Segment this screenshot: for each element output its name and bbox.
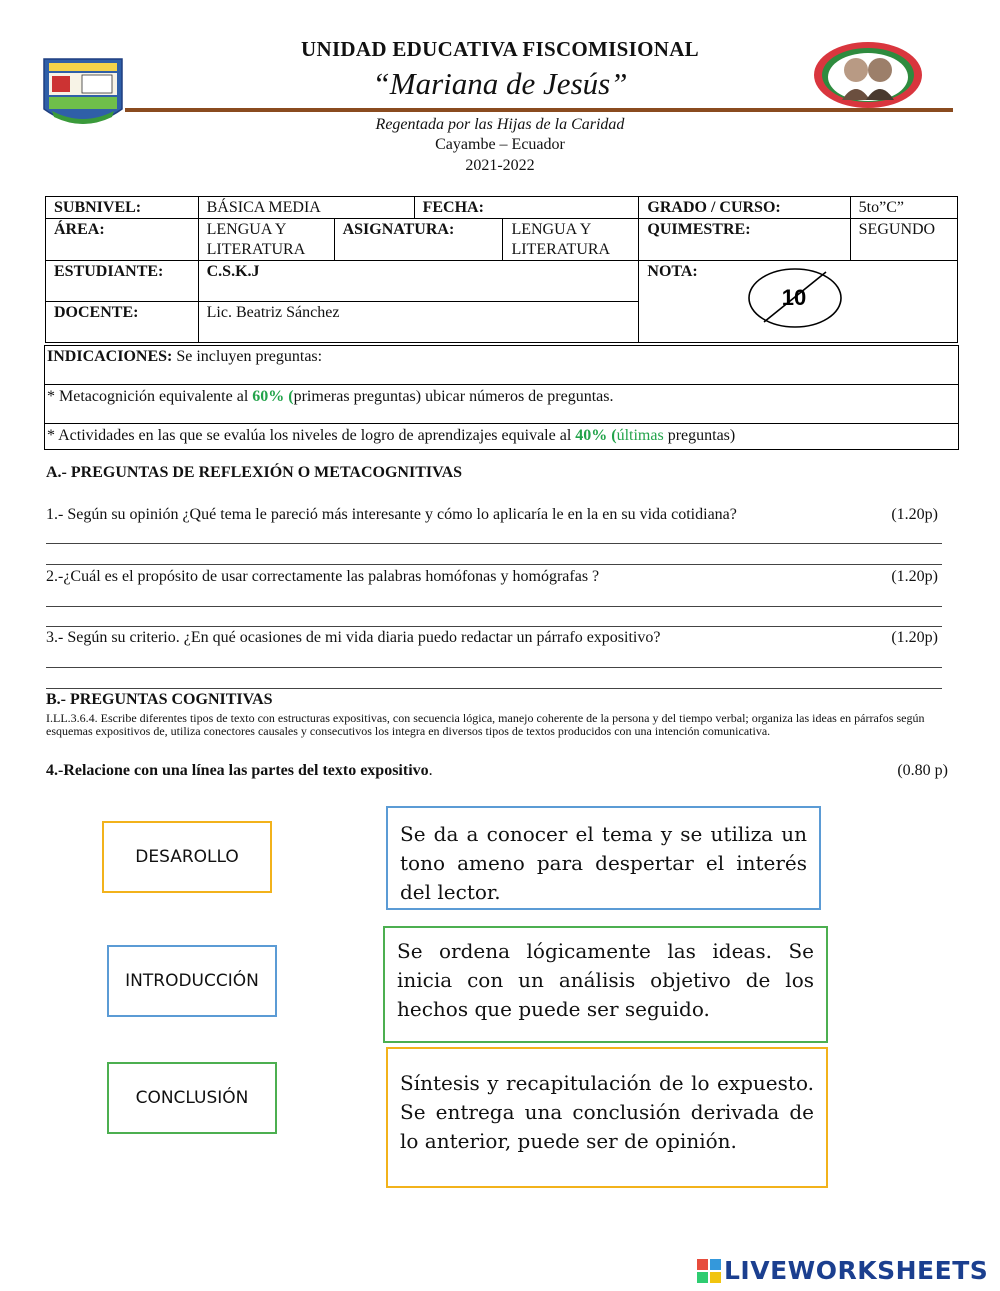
fecha-label <box>414 197 639 219</box>
nota-cell <box>639 261 958 343</box>
estudiante-label: ESTUDIANTE: <box>46 261 199 302</box>
asignatura-value: LENGUA Y LITERATURA <box>503 219 639 261</box>
actividades-percent: 40% ( <box>575 427 617 444</box>
answer-line[interactable] <box>46 626 942 627</box>
match-left-desarrollo-label: DESAROLLO <box>135 847 239 867</box>
match-left-introduccion-label: INTRODUCCIÓN <box>125 971 259 991</box>
question-2-points: (1.20p) <box>891 568 938 585</box>
answer-line[interactable] <box>46 606 942 607</box>
indicaciones-label: INDICACIONES: <box>47 348 173 365</box>
info-table <box>45 196 958 343</box>
section-a-title: A.- PREGUNTAS DE REFLEXIÓN O METACOGNITIVAS <box>46 464 463 481</box>
metacognicion-text-end: primeras preguntas) ubicar números de preguntas. <box>293 388 614 405</box>
question-4-text: 4.-Relacione con una línea las partes del texto expositivo <box>46 762 429 779</box>
match-right-1[interactable] <box>386 806 821 910</box>
docente-value: Lic. Beatriz Sánchez <box>198 302 639 343</box>
question-4 <box>46 762 948 780</box>
grade-circle <box>746 266 844 330</box>
question-2-text: 2.-¿Cuál es el propósito de usar correctamente las palabras homófonas y homógrafas ? <box>46 568 600 585</box>
answer-line[interactable] <box>46 564 942 565</box>
estudiante-value: C.S.K.J <box>198 261 639 302</box>
header-rule <box>125 108 953 112</box>
question-1-text: 1.- Según su opinión ¿Qué tema le pareció más interesante y cómo lo aplicaría le en la en su vida cotidiana? <box>46 506 737 523</box>
quimestre-value: SEGUNDO <box>850 219 957 261</box>
match-right-3[interactable] <box>386 1047 828 1188</box>
area-label: ÁREA: <box>46 219 199 261</box>
asignatura-label: ASIGNATURA: <box>334 219 503 261</box>
managed-by: Regentada por las Hijas de la Caridad <box>375 116 625 133</box>
answer-line[interactable] <box>46 688 942 689</box>
answer-line[interactable] <box>46 667 942 668</box>
liveworksheets-icon <box>697 1259 721 1288</box>
indicaciones-text: Se incluyen preguntas: <box>176 348 323 365</box>
school-year: 2021-2022 <box>465 157 535 174</box>
question-4-dot: . <box>428 762 433 779</box>
question-3-points: (1.20p) <box>891 629 938 646</box>
question-2 <box>46 568 938 586</box>
fecha-label-text: FECHA: <box>422 199 484 216</box>
actividades-text-end: preguntas) <box>663 427 736 444</box>
answer-line[interactable] <box>46 543 942 544</box>
area-value: LENGUA Y LITERATURA <box>198 219 334 261</box>
location: Cayambe – Ecuador <box>435 136 565 153</box>
match-right-3-text: Síntesis y recapitulación de lo expuesto. Se entrega una conclusión derivada de lo anterior, puede ser de opinión. <box>400 1071 814 1153</box>
actividades-text: * Actividades en las que se evalúa los niveles de logro de aprendizajes equivale al <box>47 427 576 444</box>
match-left-conclusion[interactable] <box>107 1062 277 1134</box>
question-1-points: (1.20p) <box>891 506 938 523</box>
match-left-conclusion-label: CONCLUSIÓN <box>135 1088 249 1108</box>
quimestre-label: QUIMESTRE: <box>639 219 850 261</box>
nota-label: NOTA: <box>647 263 698 280</box>
metacognicion-line <box>44 384 959 424</box>
grado-label: GRADO / CURSO: <box>639 197 850 219</box>
question-1 <box>46 506 938 524</box>
match-right-2-text: Se ordena lógicamente las ideas. Se inicia con un análisis objetivo de los hechos que puede ser seguido. <box>397 939 814 1021</box>
subnivel-value: BÁSICA MEDIA <box>198 197 414 219</box>
institution-title: UNIDAD EDUCATIVA FISCOMISIONAL <box>301 37 699 61</box>
match-left-desarrollo[interactable] <box>102 821 272 893</box>
subnivel-label: SUBNIVEL: <box>46 197 199 219</box>
docente-label: DOCENTE: <box>46 302 199 343</box>
match-right-1-text: Se da a conocer el tema y se utiliza un tono ameno para despertar el interés del lector. <box>400 822 807 904</box>
grado-value: 5to”C” <box>850 197 957 219</box>
metacognicion-percent: 60% ( <box>252 388 294 405</box>
nota-value: 10 <box>782 285 807 310</box>
liveworksheets-brand[interactable]: LIVEWORKSHEETS <box>724 1256 989 1285</box>
indicaciones-box <box>44 345 959 385</box>
metacognicion-text: * Metacognición equivalente al <box>47 388 253 405</box>
patron-saints-logo <box>812 40 924 110</box>
question-4-points: (0.80 p) <box>897 762 948 779</box>
actividades-line <box>44 423 959 450</box>
section-b-title: B.- PREGUNTAS COGNITIVAS <box>46 691 273 708</box>
question-3 <box>46 629 938 647</box>
skill-description: I.LL.3.6.4. Escribe diferentes tipos de texto con estructuras expositivas, con secuencia lógica, manejo coherente de la persona y del tiempo verbal; organiza las ideas en párrafos según esquemas expositivos de, utiliza conectores causales y consecutivos los integra en diversos tipos de textos producidos con una intención comunicativa. <box>46 711 925 738</box>
question-3-text: 3.- Según su criterio. ¿En qué ocasiones de mi vida diaria puedo redactar un párrafo expositivo? <box>46 629 661 646</box>
match-right-2[interactable] <box>383 926 828 1043</box>
actividades-green-word: últimas <box>616 427 664 444</box>
match-left-introduccion[interactable] <box>107 945 277 1017</box>
school-name: “Mariana de Jesús” <box>372 66 628 101</box>
